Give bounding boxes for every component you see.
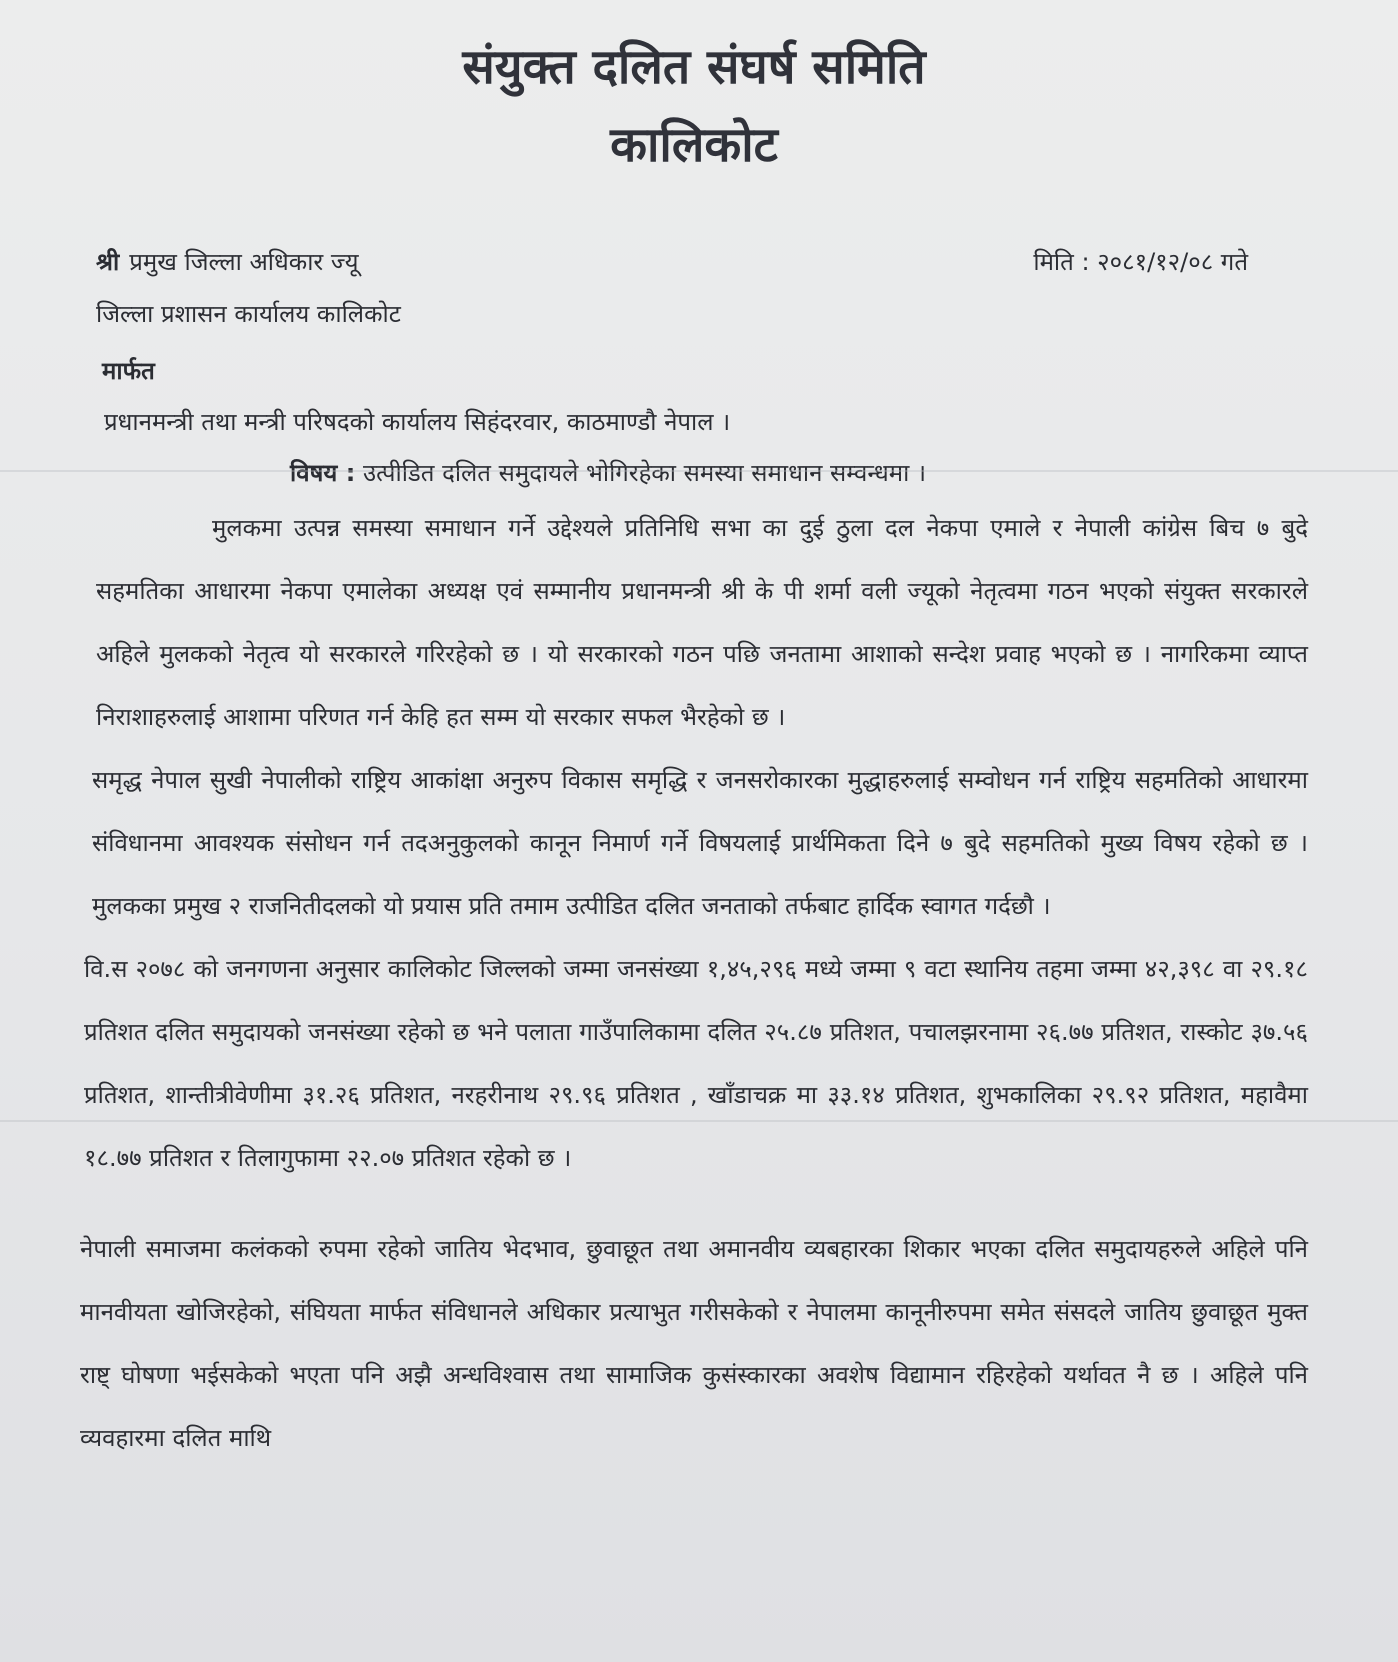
body-paragraph-2: समृद्ध नेपाल सुखी नेपालीको राष्ट्रिय आकांक्षा अनुरुप विकास समृद्धि र जनसरोकारका मुद्धाहरुलाई सम्वोधन गर्न राष्ट्रिय सहमतिको आधारमा संविधानमा आवश्यक संसोधन गर्न तदअनुकुलको कानून निमार्ण गर्ने विषयलाई प्रार्थमिकता दिने ७ बुदे सहमतिको मुख्य विषय रहेको छ । मुलकका प्रमुख २ राजनितीदलको यो प्रयास प्रति तमाम उत्पीडित दलित जनताको तर्फबाट हार्दिक स्वागत गर्दछौ ।: [92, 766, 1308, 920]
body-paragraph-4: नेपाली समाजमा कलंकको रुपमा रहेको जातिय भेदभाव, छुवाछूत तथा अमानवीय व्यबहारका शिकार भएका दलित समुदायहरुले अहिले पनि मानवीयता खोजिरहेको, संघियता मार्फत संविधानले अधिकार प्रत्याभुत गरीसकेको र नेपालमा कानूनीरुपमा समेत संसदले जातिय छुवाछूत मुक्त राष्ट् घोषणा भईसकेको भएता पनि अझै अन्धविश्वास तथा सामाजिक कुसंस्कारका अवशेष विद्यामान रहिरहेको यर्थावत नै छ । अहिले पनि व्यवहारमा दलित माथि: [80, 1235, 1308, 1452]
subject-text: उत्पीडित दलित समुदायले भोगिरहेका समस्या समाधान सम्वन्धमा ।: [362, 459, 927, 487]
paper-fold: [0, 1120, 1398, 1122]
letterhead-org-place: कालिकोट: [610, 117, 778, 173]
letterhead-org-name: संयुक्त दलित संघर्ष समिति: [462, 39, 926, 95]
body-paragraph-3: वि.स २०७८ को जनगणना अनुसार कालिकोट जिल्लको जम्मा जनसंख्या १,४५,२९६ मध्ये जम्मा ९ वटा स्थानिय तहमा जम्मा ४२,३९८ वा २९.१८ प्रतिशत दलित समुदायको जनसंख्या रहेको छ भने पलाता गाउँपालिकामा दलित २५.८७ प्रतिशत, पचालझरनामा २६.७७ प्रतिशत, रास्कोट ३७.५६ प्रतिशत, शान्तीत्रीवेणीमा ३१.२६ प्रतिशत, नरहरीनाथ २९.९६ प्रतिशत , खाँडाचक्र मा ३३.१४ प्रतिशत, शुभकालिका २९.९२ प्रतिशत, महावैमा १८.७७ प्रतिशत र तिलागुफामा २२.०७ प्रतिशत रहेको छ ।: [84, 955, 1308, 1172]
addressee-line-2: जिल्ला प्रशासन कार्यालय कालिकोट: [96, 300, 401, 328]
addressee-title: प्रमुख जिल्ला अधिकार ज्यू: [129, 248, 359, 276]
subject-label: विषय :: [290, 459, 356, 487]
addressee-block: [80, 236, 1308, 340]
honorific: श्री: [96, 248, 120, 276]
via-address: प्रधानमन्त्री तथा मन्त्री परिषदको कार्यालय सिहंदरवार, काठमाण्डौ नेपाल ।: [104, 408, 731, 436]
via-label: मार्फत: [102, 357, 155, 385]
body-paragraph-1: मुलकमा उत्पन्न समस्या समाधान गर्ने उद्देश्यले प्रतिनिधि सभा का दुई ठुला दल नेकपा एमाले र नेपाली कांग्रेस बिच ७ बुदे सहमतिका आधारमा नेकपा एमालेका अध्यक्ष एवं सम्मानीय प्रधानमन्त्री श्री के पी शर्मा वली ज्यूको नेतृत्वमा गठन भएको संयुक्त सरकारले अहिले मुलकको नेतृत्व यो सरकारले गरिरहेको छ । यो सरकारको गठन पछि जनतामा आशाको सन्देश प्रवाह भएको छ । नागरिकमा व्याप्त निराशाहरुलाई आशामा परिणत गर्न केहि हत सम्म यो सरकार सफल भैरहेको छ ।: [96, 514, 1308, 731]
letter-date: मिति : २०८१/१२/०८ गते: [1033, 248, 1248, 276]
subject-line: [80, 456, 1308, 489]
paper-fold: [0, 470, 1398, 472]
